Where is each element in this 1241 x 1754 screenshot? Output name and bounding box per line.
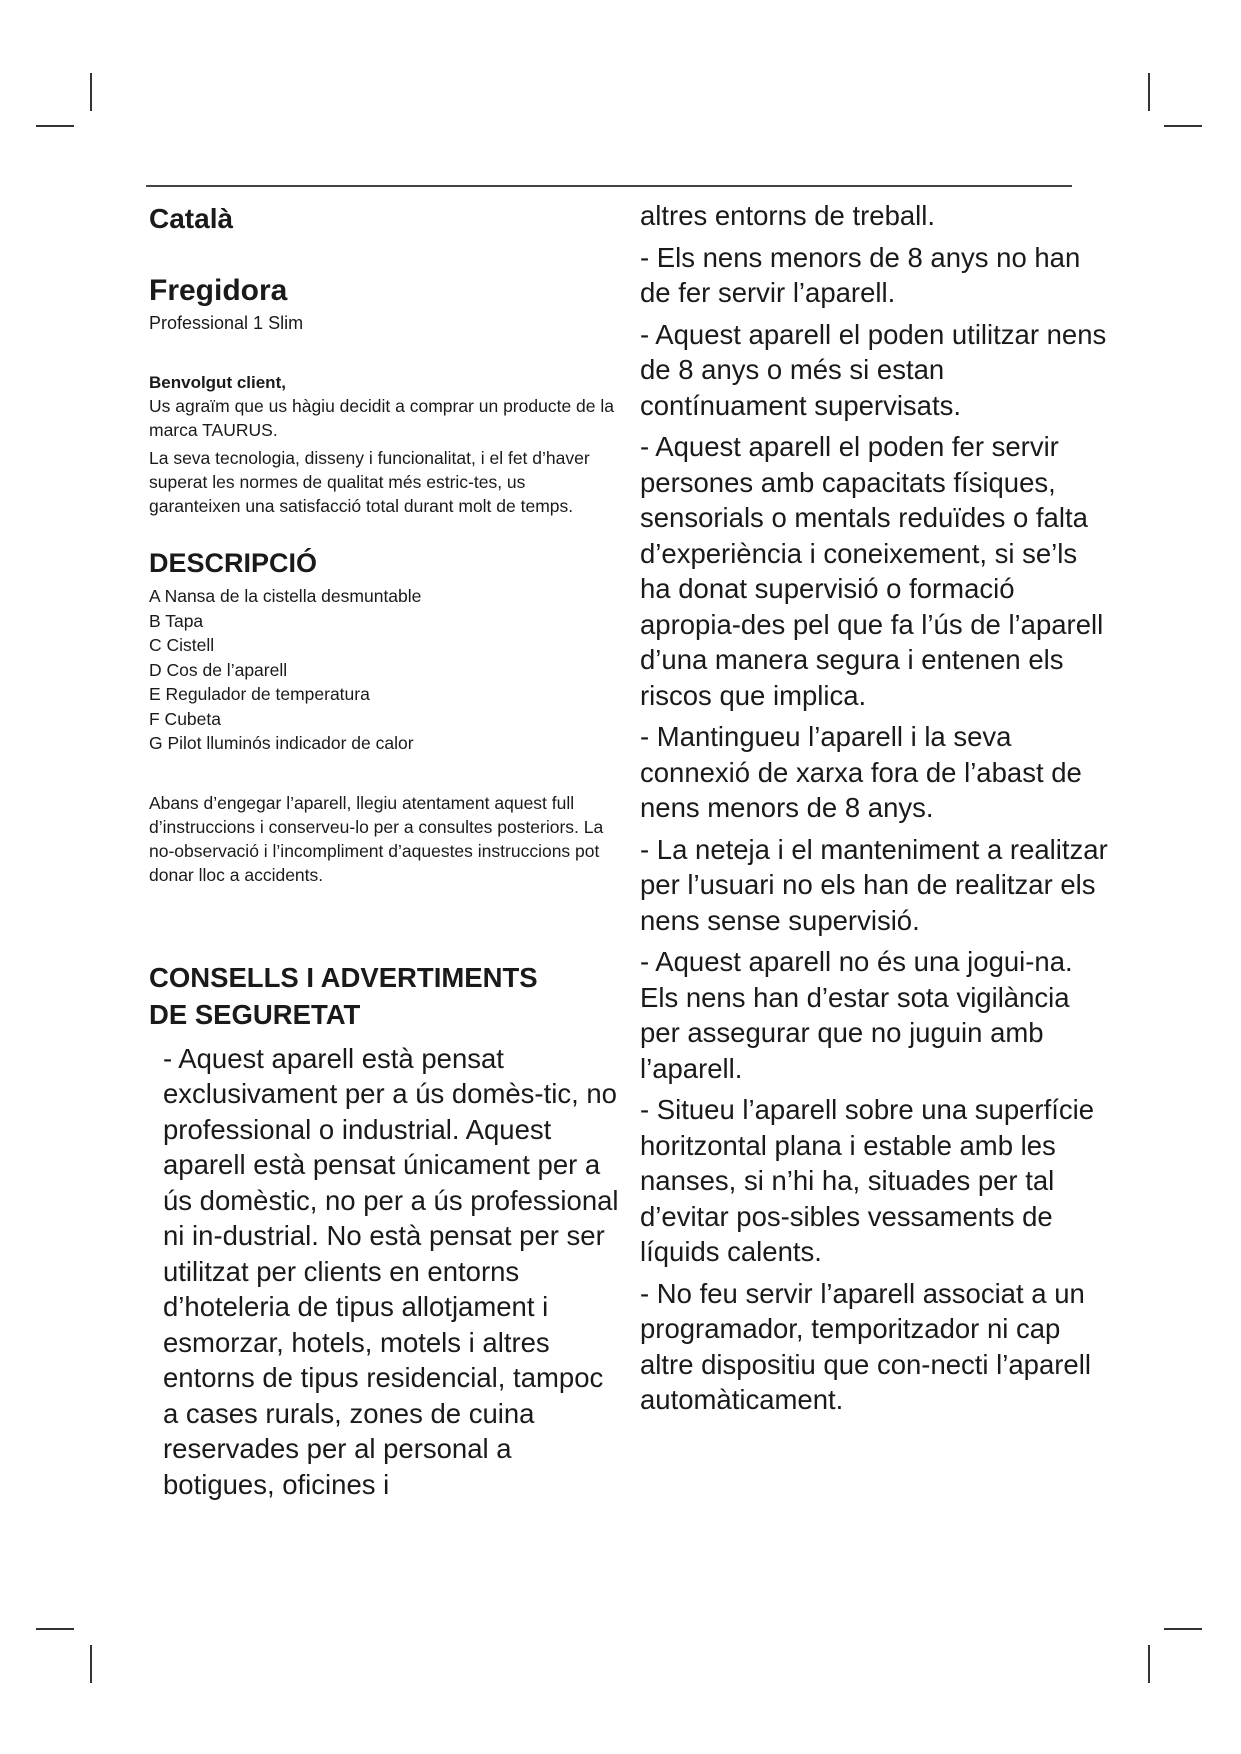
safety-paragraph: - Aquest aparell està pensat exclusivament per a ús domès-tic, no professional o industrial. Aquest aparell està pensat únicament per a ús domèstic, no per a ús professional ni in-dustrial. No està pensat per ser utilitzat per clients en entorns d’hoteleria de tipus allotjament i esmorzar, hotels, motels i altres entorns de tipus residencial, tampoc a cases rurals, zones de cuina reservades per al personal a botigues, oficines i — [163, 1042, 619, 1500]
product-name: Fregidora — [149, 274, 288, 307]
language-heading: Català — [149, 203, 234, 234]
greeting: Benvolgut client, — [149, 373, 286, 392]
parts-list-item: F Cubeta — [149, 708, 221, 729]
safety-heading — [149, 959, 619, 1033]
crop-mark-bottom-left-vertical — [90, 1645, 92, 1683]
safety-paragraph: - La neteja i el manteniment a realitzar per l’usuari no els han de realitzar els nens sense supervisió. — [640, 833, 1108, 936]
crop-mark-bottom-right-vertical — [1148, 1645, 1150, 1683]
crop-mark-top-right-horizontal — [1164, 125, 1202, 127]
parts-list-item: A Nansa de la cistella desmuntable — [149, 586, 422, 606]
safety-heading-line: DE SEGURETAT — [149, 998, 361, 1030]
crop-mark-top-left-vertical — [90, 73, 92, 111]
parts-list — [149, 584, 619, 756]
safety-paragraph: - Mantingueu l’aparell i la seva connexió de xarxa fora de l’abast de nens menors de 8 anys. — [640, 721, 1082, 823]
safety-paragraph: - Aquest aparell el poden fer servir persones amb capacitats físiques, sensorials o mentals reduïdes o falta d’experiència i coneixement, si se’ls ha donat supervisió o formació apropia-des pel que fa l’ús de l’aparell d’una manera segura i entenen els riscos que implica. — [640, 431, 1104, 711]
crop-mark-top-left-horizontal — [36, 125, 74, 127]
parts-list-item: D Cos de l’aparell — [149, 659, 288, 680]
parts-list-item: E Regulador de temperatura — [149, 684, 370, 704]
safety-paragraph: altres entorns de treball. — [640, 200, 936, 231]
safety-paragraph: - Aquest aparell no és una jogui-na. Els nens han d’estar sota vigilància per assegurar que no juguin amb l’aparell. — [640, 946, 1073, 1084]
header-rule — [146, 185, 1072, 187]
crop-mark-bottom-left-horizontal — [36, 1628, 74, 1630]
parts-list-item: B Tapa — [149, 610, 204, 631]
description-heading: DESCRIPCIÓ — [149, 548, 318, 578]
intro-paragraph: La seva tecnologia, disseny i funcionalitat, i el fet d’haver superat les normes de qualitat més estric-tes, us garanteixen una satisfacció total durant molt de temps. — [149, 448, 590, 516]
product-model: Professional 1 Slim — [149, 313, 304, 333]
right-column — [640, 198, 1110, 1418]
safety-heading-line: CONSELLS I ADVERTIMENTS — [149, 961, 538, 993]
crop-mark-top-right-vertical — [1148, 73, 1150, 111]
safety-paragraph: - No feu servir l’aparell associat a un programador, temporitzador ni cap altre dispositiu que con-necti l’aparell automàticament. — [640, 1277, 1091, 1415]
crop-mark-bottom-right-horizontal — [1164, 1628, 1202, 1630]
parts-list-item: G Pilot lluminós indicador de calor — [149, 733, 414, 753]
safety-paragraph: - Situeu l’aparell sobre una superfície horitzontal plana i estable amb les nanses, si n’hi ha, situades per tal d’evitar pos-sibles vessaments de líquids calents. — [640, 1094, 1095, 1267]
safety-paragraph: - Aquest aparell el poden utilitzar nens de 8 anys o més si estan contínuament supervisats. — [640, 318, 1107, 421]
safety-paragraph: - Els nens menors de 8 anys no han de fer servir l’aparell. — [640, 241, 1081, 308]
parts-list-item: C Cistell — [149, 635, 215, 655]
intro-paragraph: Us agraïm que us hàgiu decidit a comprar un producte de la marca TAURUS. — [149, 396, 614, 440]
instructions-notice: Abans d’engegar l’aparell, llegiu atentament aquest full d’instruccions i conserveu-lo per a consultes posteriors. La no-observació i l’incompliment d’aquestes instruccions pot donar lloc a accidents. — [149, 792, 604, 885]
left-column — [149, 198, 619, 1502]
